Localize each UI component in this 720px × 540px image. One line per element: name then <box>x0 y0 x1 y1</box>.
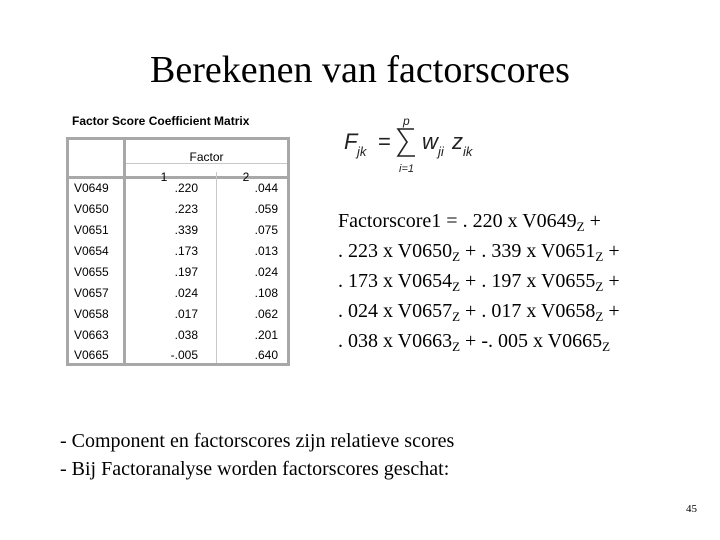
formula-lhs: F <box>344 129 358 154</box>
cell-factor-1: .339 <box>174 223 198 237</box>
factorscore-equation <box>338 206 698 356</box>
equation-term: + <box>603 240 620 262</box>
equation-line <box>338 206 698 236</box>
subscript-z: Z <box>452 309 461 324</box>
row-label: V0655 <box>74 265 109 279</box>
factor-score-matrix <box>66 137 290 366</box>
cell-factor-1: .220 <box>174 181 198 195</box>
equation-term: . 024 x V0657 <box>338 300 453 322</box>
cell-factor-2: .075 <box>254 223 278 237</box>
subscript-z: Z <box>595 249 604 264</box>
cell-factor-1: .038 <box>174 328 198 342</box>
equation-term: . 223 x V0650 <box>338 240 453 262</box>
row-label: V0665 <box>74 348 109 362</box>
subscript-z: Z <box>452 339 461 354</box>
equation-term: + <box>603 300 620 322</box>
cell-factor-1: .024 <box>174 286 198 300</box>
equation-line <box>338 326 698 356</box>
formula-z: z <box>452 129 463 154</box>
cell-factor-2: .059 <box>254 202 278 216</box>
equation-line <box>338 296 698 326</box>
formula-lhs-subscript: jk <box>357 144 367 159</box>
cell-factor-1: .173 <box>174 244 198 258</box>
equation-line <box>338 236 698 266</box>
equation-term: + <box>603 270 620 292</box>
note-item: - Component en factorscores zijn relatieve scores <box>60 430 455 452</box>
note-item: - Bij Factoranalyse worden factorscores geschat: <box>60 458 450 480</box>
formula-weight-subscript: ji <box>438 144 444 159</box>
row-label: V0650 <box>74 202 109 216</box>
cell-factor-1: .017 <box>174 307 198 321</box>
row-label: V0654 <box>74 244 109 258</box>
cell-factor-2: .044 <box>254 181 278 195</box>
cell-factor-2: .024 <box>254 265 278 279</box>
cell-factor-1: .197 <box>174 265 198 279</box>
formula-sum-upper: p <box>403 114 410 128</box>
row-label: V0663 <box>74 328 109 342</box>
row-label: V0651 <box>74 223 109 237</box>
row-label: V0649 <box>74 181 109 195</box>
equation-term: . 038 x V0663 <box>338 330 453 352</box>
equation-term: + -. 005 x V0665 <box>460 330 603 352</box>
cell-factor-2: .108 <box>254 286 278 300</box>
subscript-z: Z <box>602 339 611 354</box>
equation-term: . 173 x V0654 <box>338 270 453 292</box>
subscript-z: Z <box>595 279 604 294</box>
cell-factor-1: .223 <box>174 202 198 216</box>
column-header-2: 2 <box>242 170 250 184</box>
slide-title: Berekenen van factorscores <box>150 49 570 91</box>
factor-header: Factor <box>189 150 224 164</box>
cell-factor-2: .201 <box>254 328 278 342</box>
factor-score-formula <box>340 112 490 178</box>
row-label: V0657 <box>74 286 109 300</box>
equation-term: + . 197 x V0655 <box>460 270 596 292</box>
equation-term: Factorscore1 = . 220 x V0649 <box>338 210 577 232</box>
formula-weight: w <box>422 129 438 154</box>
column-header-1: 1 <box>160 170 168 184</box>
equation-term: + . 017 x V0658 <box>460 300 596 322</box>
matrix-caption: Factor Score Coefficient Matrix <box>72 114 250 128</box>
sigma-icon <box>398 129 415 156</box>
formula-z-subscript: ik <box>463 144 473 159</box>
subscript-z: Z <box>576 219 585 234</box>
subscript-z: Z <box>452 249 461 264</box>
equation-term: + <box>584 210 601 232</box>
cell-factor-2: .013 <box>254 244 278 258</box>
cell-factor-1: -.005 <box>170 348 198 362</box>
matrix-column-divider <box>216 172 217 363</box>
matrix-row-divider <box>123 137 126 366</box>
notes-list <box>60 427 680 483</box>
formula-equals: = <box>378 129 391 154</box>
row-label: V0658 <box>74 307 109 321</box>
cell-factor-2: .640 <box>254 348 278 362</box>
formula-sum-lower: i=1 <box>399 163 414 175</box>
cell-factor-2: .062 <box>254 307 278 321</box>
equation-line <box>338 266 698 296</box>
equation-term: + . 339 x V0651 <box>460 240 596 262</box>
subscript-z: Z <box>595 309 604 324</box>
page-number: 45 <box>686 503 697 515</box>
subscript-z: Z <box>452 279 461 294</box>
